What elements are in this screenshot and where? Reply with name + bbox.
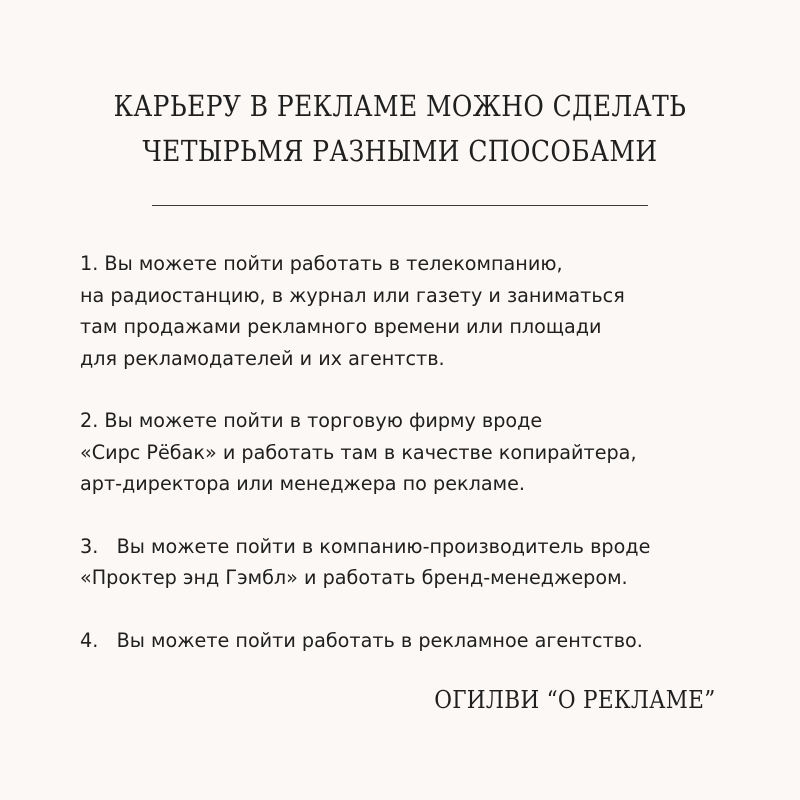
list-item-line: 1. Вы можете пойти работать в телекомпанию, — [80, 252, 563, 275]
list-item-line: 4. Вы можете пойти работать в рекламное агентство. — [80, 628, 643, 652]
page-title — [56, 84, 744, 174]
title-line-2: ЧЕТЫРЬМЯ РАЗНЫМИ СПОСОБАМИ — [142, 134, 658, 168]
list-item-line: арт-директора или менеджера по рекламе. — [80, 472, 525, 495]
list-item-3 — [80, 531, 740, 594]
list-item-line: «Сирс Рёбак» и работать там в качестве копирайтера, — [80, 440, 637, 464]
list-item-2 — [80, 405, 740, 500]
list-item-line: на радиостанцию, в журнал или газету и заниматься — [80, 283, 625, 307]
list-item-line: 3. Вы можете пойти в компанию-производитель вроде — [80, 534, 651, 558]
attribution: ОГИЛВИ “О РЕКЛАМЕ” — [434, 686, 716, 714]
list-of-ways — [80, 248, 740, 656]
list-item-line: там продажами рекламного времени или площади — [80, 315, 602, 338]
list-item-line: 2. Вы можете пойти в торговую фирму вроде — [80, 409, 543, 432]
list-item-line: «Проктер энд Гэмбл» и работать бренд-менеджером. — [80, 566, 628, 589]
list-item-4 — [80, 625, 740, 657]
list-item-line: для рекламодателей и их агентств. — [80, 346, 445, 370]
list-item-1 — [80, 248, 740, 374]
title-divider — [152, 205, 648, 206]
title-line-1: КАРЬЕРУ В РЕКЛАМЕ МОЖНО СДЕЛАТЬ — [113, 89, 687, 123]
